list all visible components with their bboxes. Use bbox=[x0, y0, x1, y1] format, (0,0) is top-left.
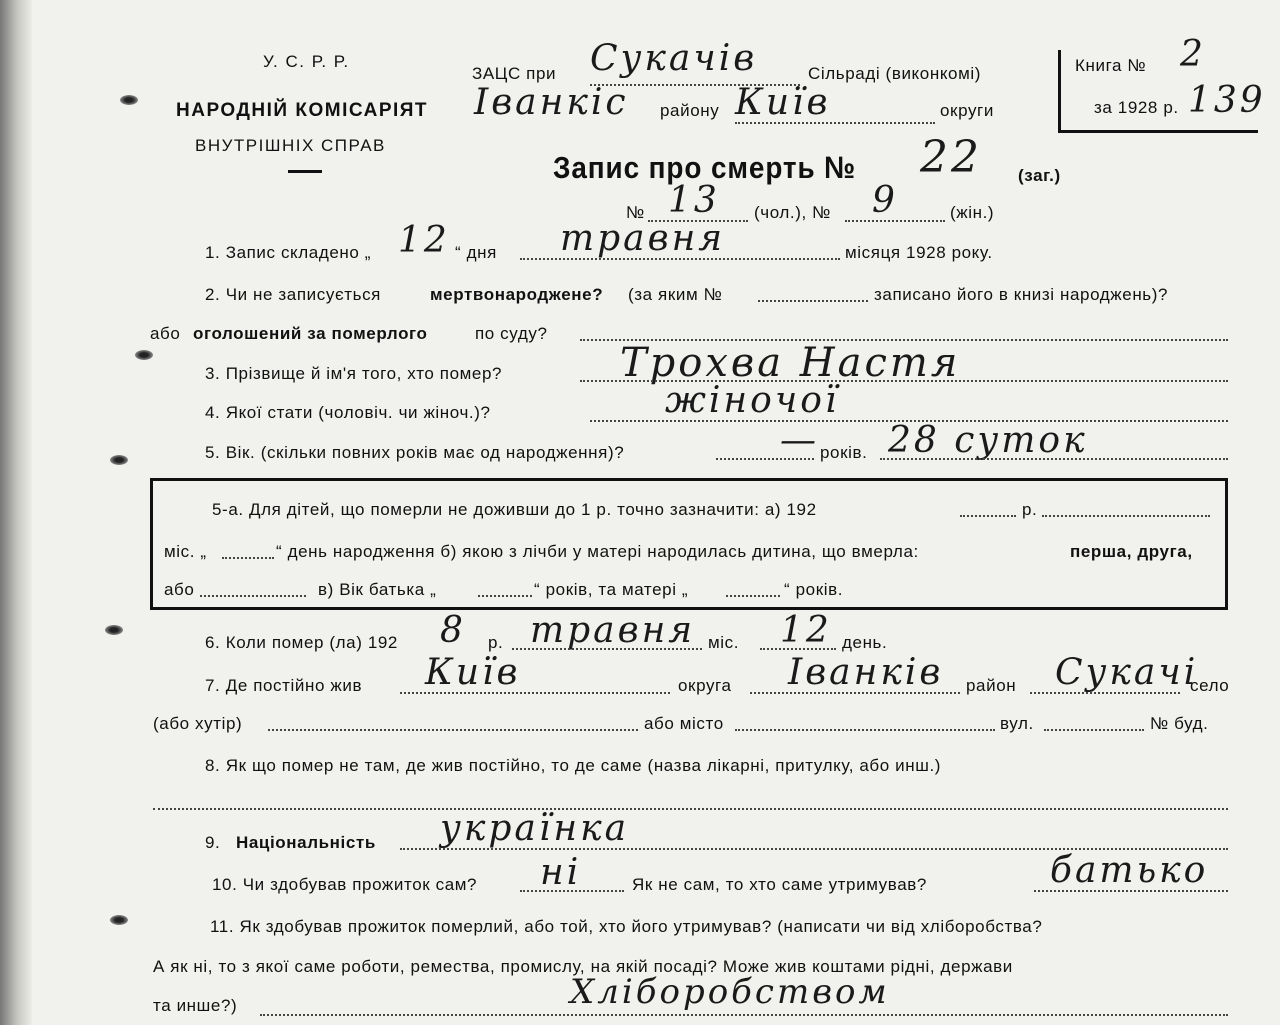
row5-years-handwritten: — bbox=[780, 420, 819, 461]
row5a3-suffix: “ років. bbox=[784, 580, 844, 599]
row6-year-handwritten: 8 bbox=[440, 610, 466, 651]
book-label: Книга № bbox=[1075, 56, 1147, 75]
okrugy-label: округи bbox=[940, 101, 994, 120]
row1-day-handwritten: 12 bbox=[398, 220, 450, 261]
row6-label: 6. Коли помер (ла) 192 bbox=[205, 633, 398, 652]
commissariat-header: НАРОДНІЙ КОМІСАРІЯТ bbox=[176, 100, 429, 121]
row7-okrug-line bbox=[400, 692, 670, 694]
row7b-house: № буд. bbox=[1150, 714, 1209, 733]
ussr-header: У. С. Р. Р. bbox=[263, 52, 350, 71]
punch-hole bbox=[135, 350, 153, 360]
header-divider bbox=[288, 170, 322, 173]
row4-sex-handwritten: жіночої bbox=[665, 380, 840, 421]
row5a2-day-line bbox=[222, 557, 274, 559]
record-title: Запис про смерть № bbox=[553, 150, 857, 185]
row10-self-line bbox=[520, 890, 624, 892]
raionu-label: району bbox=[660, 101, 720, 120]
row5a3-father-line bbox=[478, 595, 532, 597]
row11c-label: та инше?) bbox=[153, 996, 238, 1015]
row2-by-number: (за яким № bbox=[628, 285, 723, 304]
row10-label: 10. Чи здобував прожиток сам? bbox=[212, 875, 478, 894]
row1-suffix: місяця 1928 року. bbox=[845, 243, 993, 262]
village-handwritten: Сукачів bbox=[590, 38, 758, 79]
row5a3-label: або bbox=[164, 580, 195, 599]
silradi-label: Сільраді (виконкомі) bbox=[808, 64, 982, 83]
record-number-handwritten: 22 bbox=[920, 132, 982, 183]
row7-raion-handwritten: Іванків bbox=[788, 652, 944, 693]
row2b-declared: оголошений за померлого bbox=[193, 324, 428, 343]
district-handwritten: Іванкіс bbox=[474, 82, 629, 123]
internal-affairs-header: ВНУТРІШНІХ СПРАВ bbox=[195, 136, 386, 155]
row8-label: 8. Як що помер не там, де жив постійно, то де саме (назва лікарні, притулку, або инш.) bbox=[205, 756, 942, 775]
year-number-handwritten: 139 bbox=[1188, 80, 1266, 121]
row6-month-handwritten: травня bbox=[530, 610, 696, 651]
row7b-khutir-line bbox=[268, 729, 638, 731]
row7-okrug-suffix: округа bbox=[678, 676, 732, 695]
row7-label: 7. Де постійно жив bbox=[205, 676, 363, 695]
row6-day-suffix: день. bbox=[842, 633, 888, 652]
row7b-city-line bbox=[735, 729, 995, 731]
row5a2-text: “ день народження б) якою з лічби у матері народилась дитина, що вмерла: bbox=[276, 542, 919, 561]
row2b-suffix: по суду? bbox=[475, 324, 548, 343]
row9-number: 9. bbox=[205, 833, 221, 852]
row5a3-father-age: в) Вік батька „ bbox=[318, 580, 437, 599]
row2-number-line bbox=[758, 300, 868, 302]
row7-raion-line bbox=[750, 692, 960, 694]
row7-okrug-handwritten: Київ bbox=[425, 652, 521, 693]
row6-month-suffix: міс. bbox=[708, 633, 740, 652]
row7-raion-suffix: район bbox=[966, 676, 1017, 695]
row7b-label: (або хутір) bbox=[153, 714, 243, 733]
row1-month-handwritten: травня bbox=[560, 218, 726, 259]
okrug-line bbox=[735, 122, 935, 124]
female-number-line bbox=[845, 220, 945, 222]
row7b-city: або місто bbox=[644, 714, 724, 733]
punch-hole bbox=[110, 455, 128, 465]
row1-month-line bbox=[520, 258, 840, 260]
row5-age-handwritten: 28 суток bbox=[888, 420, 1088, 461]
male-no-label: № bbox=[626, 203, 645, 222]
row7-village-line bbox=[1030, 692, 1180, 694]
row3-name-handwritten: Трохва Настя bbox=[620, 340, 961, 386]
row5-line bbox=[880, 458, 1228, 460]
row11-occupation-handwritten: Хліборобством bbox=[570, 972, 890, 1012]
male-number-handwritten: 13 bbox=[668, 180, 720, 221]
row5a-label: 5-а. Для дітей, що померли не доживши до 1 р. точно зазначити: а) 192 bbox=[212, 500, 817, 519]
row9-nationality-handwritten: українка bbox=[440, 808, 630, 849]
okrug-handwritten: Київ bbox=[735, 82, 831, 123]
row10-who: Як не сам, то хто саме утримував? bbox=[632, 875, 927, 894]
punch-hole bbox=[105, 625, 123, 635]
row2-suffix: записано його в книзі народжень)? bbox=[874, 285, 1169, 304]
row8-line bbox=[153, 808, 1228, 810]
row5-years-suffix: років. bbox=[820, 443, 868, 462]
row6-day-line bbox=[760, 648, 836, 650]
zhin-label: (жін.) bbox=[950, 203, 995, 222]
year-label: за 1928 р. bbox=[1094, 98, 1179, 117]
row6-year-suffix: р. bbox=[488, 633, 504, 652]
zags-label: ЗАЦС при bbox=[472, 64, 557, 83]
row5a-line bbox=[1042, 515, 1210, 517]
row5a3-order-line bbox=[200, 595, 306, 597]
page-edge-shadow bbox=[0, 0, 32, 1025]
row4-label: 4. Якої стати (чоловіч. чи жіноч.)? bbox=[205, 403, 491, 422]
book-box-border bbox=[1058, 50, 1061, 132]
punch-hole bbox=[120, 95, 138, 105]
row11-line bbox=[260, 1014, 1228, 1016]
row6-day-handwritten: 12 bbox=[780, 610, 832, 651]
row10-who-line bbox=[1034, 890, 1228, 892]
row5a2-label: міс. „ bbox=[164, 542, 207, 561]
row11-label: 11. Як здобував прожиток померлий, або той, хто його утримував? (написати чи від хліборобства? bbox=[210, 917, 1043, 936]
punch-hole bbox=[110, 915, 128, 925]
row1-label: 1. Запис складено „ bbox=[205, 243, 372, 262]
row6-month-line bbox=[512, 648, 702, 650]
row7-village-suffix: село bbox=[1190, 676, 1230, 695]
row9-nationality: Національність bbox=[236, 833, 376, 852]
row10-who-handwritten: батько bbox=[1050, 850, 1209, 891]
row7-village-handwritten: Сукачі bbox=[1055, 652, 1199, 693]
row2b-label: або bbox=[150, 324, 181, 343]
row2-label: 2. Чи не записується bbox=[205, 285, 381, 304]
zag-label: (заг.) bbox=[1018, 166, 1061, 185]
row10-self-handwritten: ні bbox=[540, 852, 582, 893]
chol-label: (чол.), № bbox=[754, 203, 831, 222]
row5-label: 5. Вік. (скільки повних років має од народження)? bbox=[205, 443, 625, 462]
row7b-street: вул. bbox=[1000, 714, 1034, 733]
row5a3-mother-line bbox=[726, 595, 780, 597]
book-box-border bbox=[1058, 130, 1258, 133]
row5a2-first-second: перша, друга, bbox=[1070, 542, 1193, 561]
row5a-year-line bbox=[960, 515, 1016, 517]
female-number-handwritten: 9 bbox=[872, 180, 898, 221]
row2-stillborn: мертвонароджене? bbox=[430, 285, 604, 304]
row1-day-suffix: “ дня bbox=[455, 243, 497, 262]
row11b-label: А як ні, то з якої саме роботи, ремества, промислу, на якій посаді? Може жив коштами рідні, держави bbox=[153, 957, 1013, 976]
row7b-street-line bbox=[1044, 729, 1144, 731]
row5a-year-suffix: р. bbox=[1022, 500, 1038, 519]
book-number-handwritten: 2 bbox=[1180, 34, 1206, 75]
row5a3-mother-age: “ років, та матері „ bbox=[534, 580, 689, 599]
row3-label: 3. Прізвище й ім'я того, хто помер? bbox=[205, 364, 503, 383]
